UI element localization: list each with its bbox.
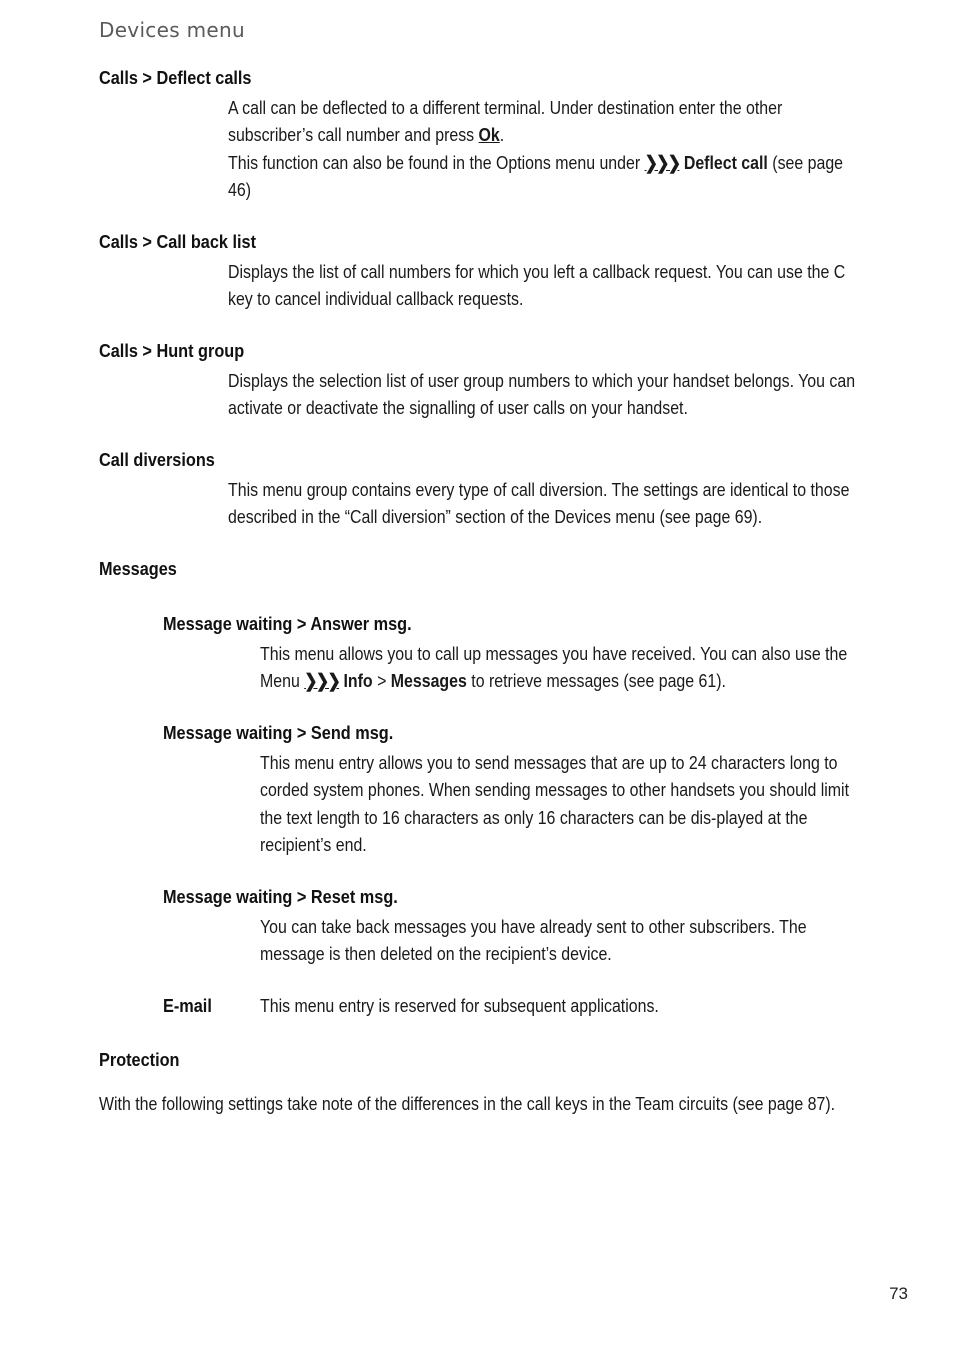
deflect-text-2: This function can also be found in the Options menu under ❯❯❯ Deflect call (see page 46) xyxy=(228,151,844,200)
paragraph-reset-msg: You can take back messages you have already sent to other subscribers. The message is then deleted on the recipient’s device. xyxy=(260,916,807,965)
paragraph-answer-msg: This menu allows you to call up messages you have received. You can also use the Menu ❯❯❯ Info > Messages to retrieve messages (see page 61). xyxy=(260,643,848,692)
heading-messages: Messages xyxy=(99,558,177,579)
paragraph-call-diversions: This menu group contains every type of call diversion. The settings are identical to those described in the “Call diversion” section of the Devices menu (see page 69). xyxy=(228,479,850,528)
heading-hunt-group: Calls > Hunt group xyxy=(99,340,245,361)
paragraph-email: This menu entry is reserved for subsequent applications. xyxy=(260,995,659,1016)
heading-send-msg: Message waiting > Send msg. xyxy=(163,722,394,743)
heading-email: E-mail xyxy=(163,995,212,1016)
heading-answer-msg: Message waiting > Answer msg. xyxy=(163,613,412,634)
heading-deflect-calls: Calls > Deflect calls xyxy=(99,67,252,88)
paragraph-send-msg: This menu entry allows you to send messages that are up to 24 characters long to corded system phones. When sending messages to other handsets you should limit the text length to 16 characters as only 16 characters can be dis-played at the recipient’s end. xyxy=(260,752,850,855)
page-number: 73 xyxy=(889,1284,908,1303)
paragraph-deflect-calls xyxy=(228,94,866,203)
ok-key: Ok xyxy=(478,124,500,146)
paragraph-hunt-group: Displays the selection list of user group numbers to which your handset belongs. You can activate or deactivate the signalling of user calls on your handset. xyxy=(228,370,856,419)
menu-arrows-icon: ❯❯❯ xyxy=(304,670,340,692)
heading-call-diversions: Call diversions xyxy=(99,449,215,470)
paragraph-call-back-list: Displays the list of call numbers for which you left a callback request. You can use the C key to cancel individual callback requests. xyxy=(228,261,846,310)
heading-protection: Protection xyxy=(99,1049,180,1070)
heading-reset-msg: Message waiting > Reset msg. xyxy=(163,886,398,907)
deflect-text-1: A call can be deflected to a different terminal. Under destination enter the other subscriber’s call number and press Ok. xyxy=(228,97,783,146)
heading-call-back-list: Calls > Call back list xyxy=(99,231,256,252)
paragraph-protection: With the following settings take note of the differences in the call keys in the Team circuits (see page 87). xyxy=(99,1093,836,1114)
menu-arrows-icon: ❯❯❯ xyxy=(644,151,680,173)
running-head: Devices menu xyxy=(99,18,245,42)
